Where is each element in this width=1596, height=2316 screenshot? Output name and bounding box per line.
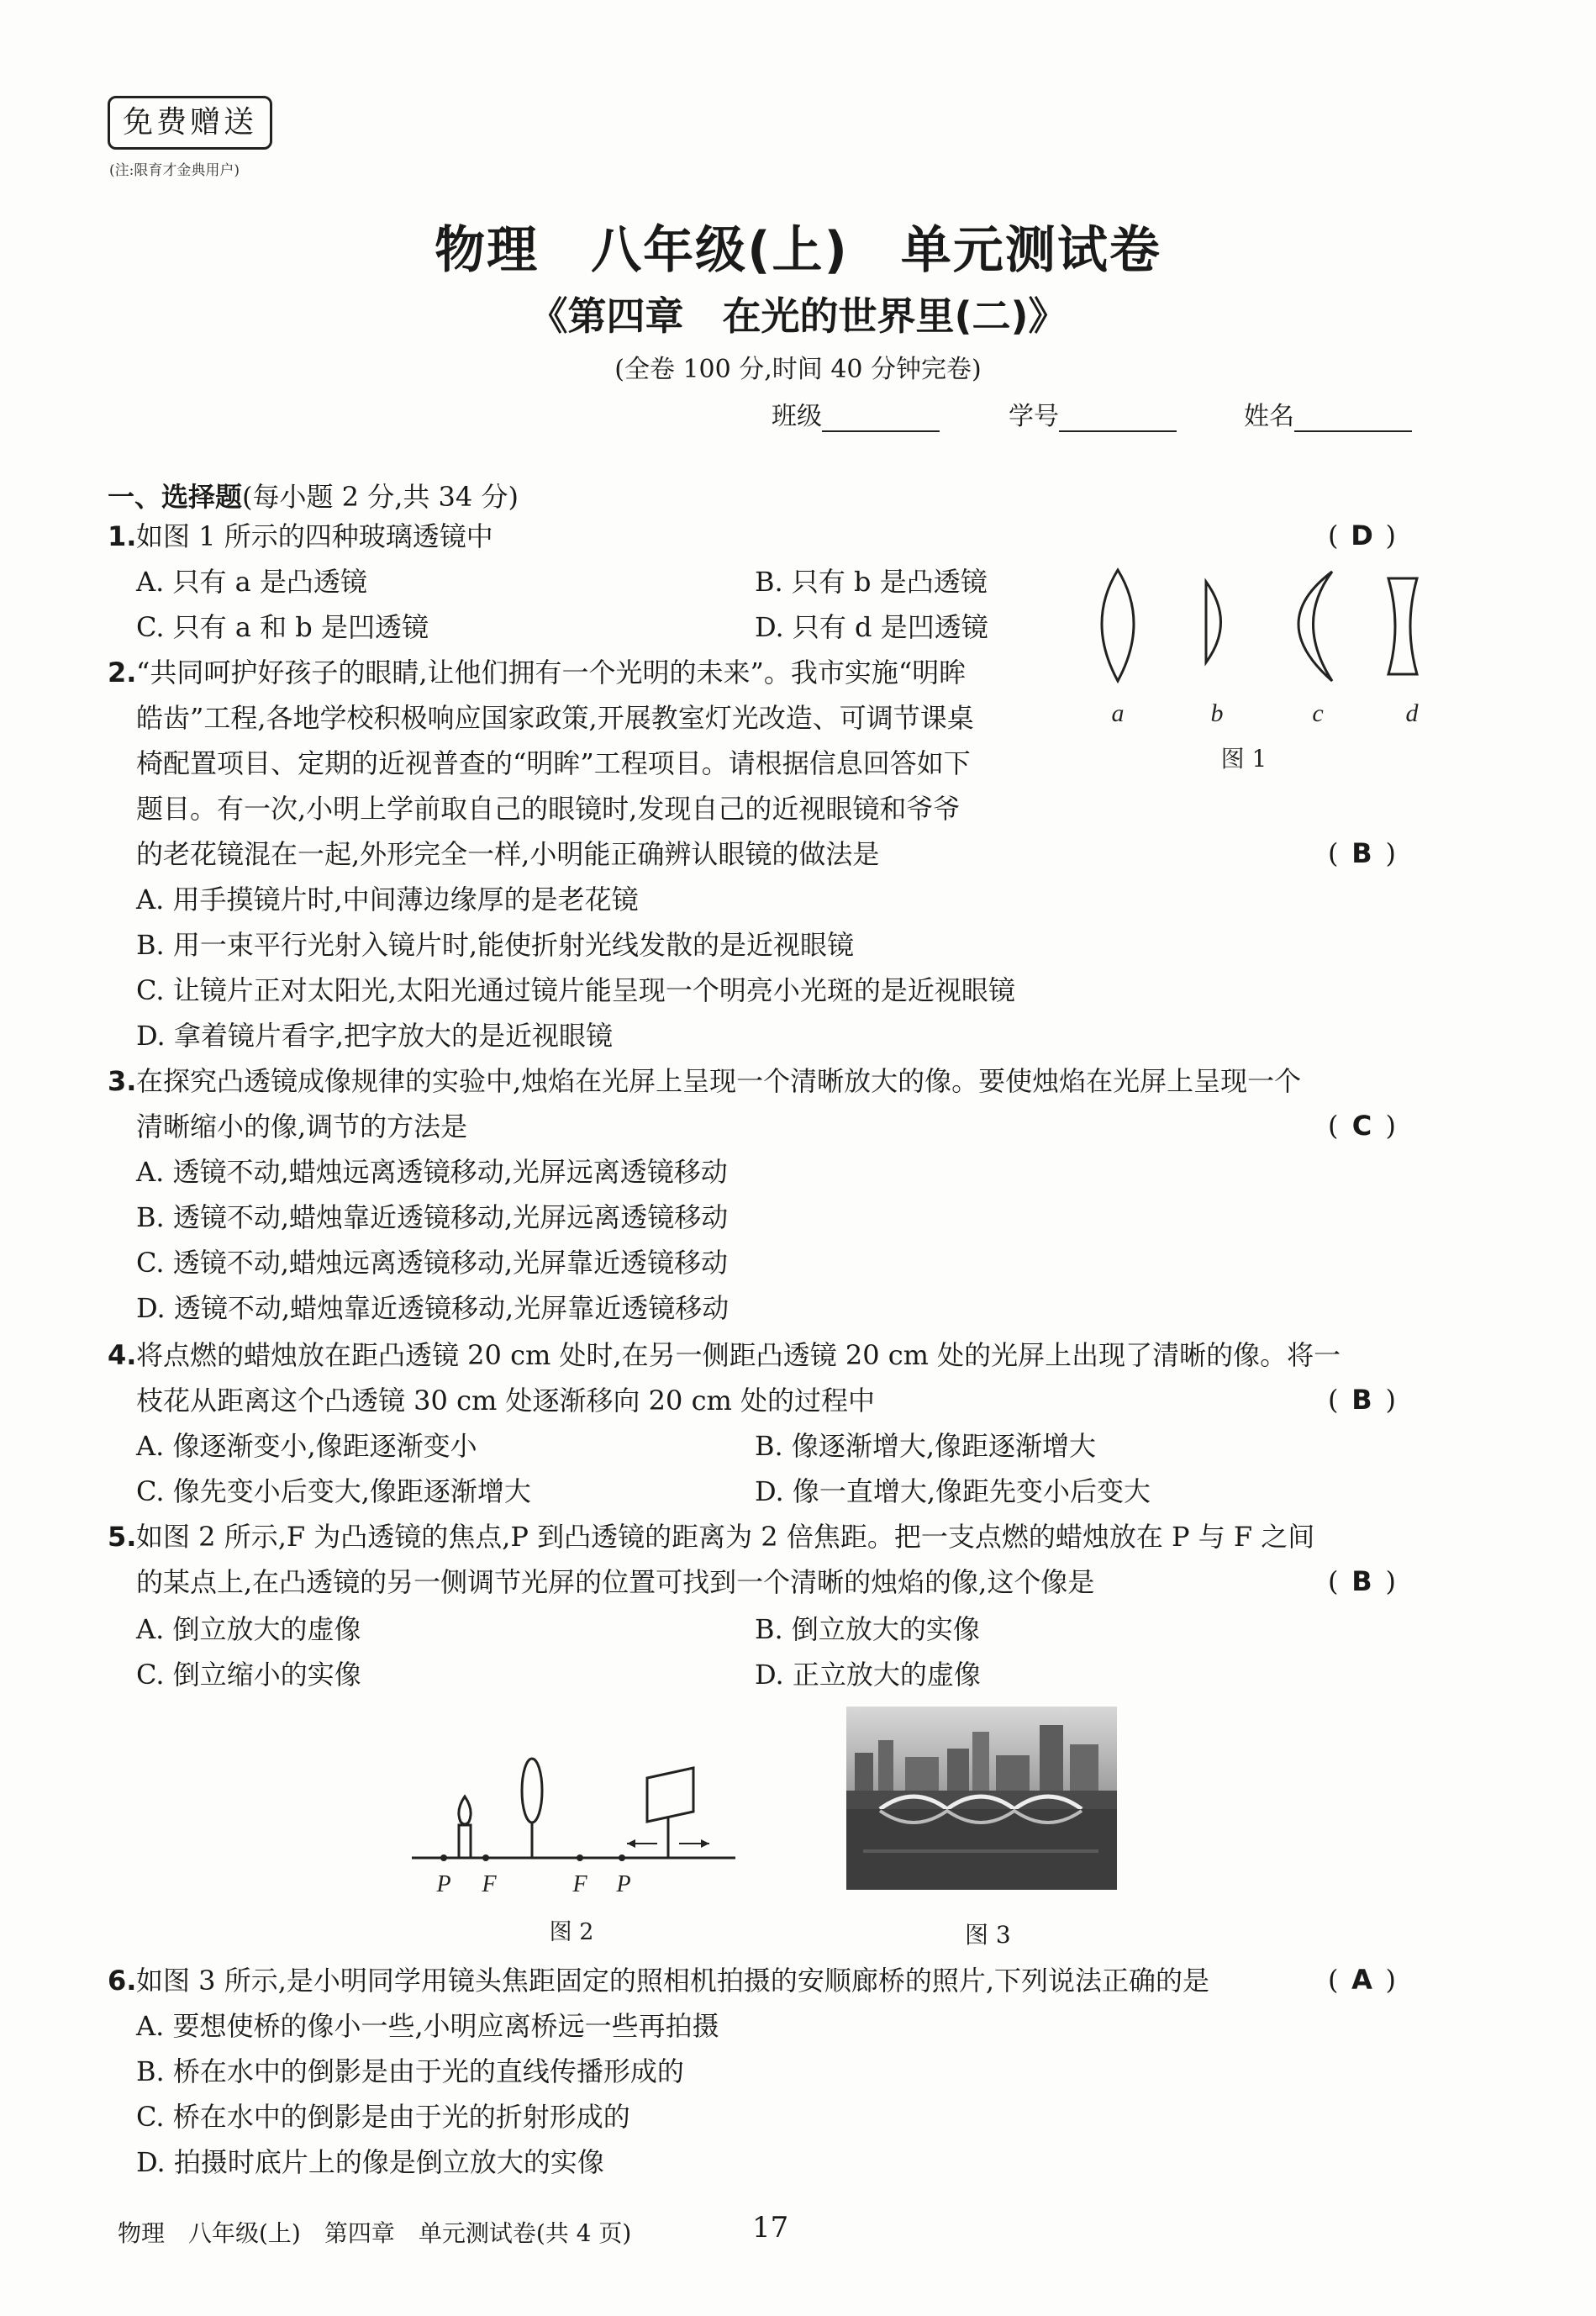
id-field bbox=[1009, 395, 1177, 432]
answer-box: ( C ) bbox=[1328, 1110, 1396, 1142]
label-p: P bbox=[616, 1871, 631, 1897]
option: D. 只有 d 是凹透镜 bbox=[755, 611, 988, 643]
figure-1-caption: 图 1 bbox=[1220, 745, 1267, 773]
point-f-right bbox=[577, 1854, 583, 1861]
option: C. 透镜不动,蜡烛远离透镜移动,光屏靠近透镜移动 bbox=[136, 1247, 729, 1279]
label-c: c bbox=[1312, 699, 1324, 727]
answer: B bbox=[1351, 1565, 1372, 1597]
candle-flame bbox=[459, 1796, 471, 1824]
arrow-left-head bbox=[627, 1839, 635, 1848]
option: B. 透镜不动,蜡烛靠近透镜移动,光屏远离透镜移动 bbox=[136, 1201, 729, 1233]
point-p-right bbox=[619, 1854, 625, 1861]
question-number: 3. bbox=[108, 1065, 137, 1097]
question-text: 的某点上,在凸透镜的另一侧调节光屏的位置可找到一个清晰的烛焰的像,这个像是 bbox=[136, 1566, 1095, 1598]
candle-body bbox=[459, 1825, 471, 1858]
convex-lens bbox=[522, 1759, 542, 1823]
question-text: 皓齿”工程,各地学校积极响应国家政策,开展教室灯光改造、可调节课桌 bbox=[136, 702, 974, 734]
label-d: d bbox=[1405, 699, 1419, 727]
section-title: 一、选择题 bbox=[108, 481, 243, 513]
class-label: 班级 bbox=[772, 402, 822, 431]
option: A. 像逐渐变小,像距逐渐变小 bbox=[136, 1430, 477, 1462]
question-text: “共同呵护好孩子的眼睛,让他们拥有一个光明的未来”。我市实施“明眸 bbox=[136, 657, 967, 688]
option: B. 像逐渐增大,像距逐渐增大 bbox=[755, 1430, 1097, 1462]
id-blank[interactable] bbox=[1059, 405, 1177, 432]
page-number: 17 bbox=[752, 2211, 789, 2245]
lens-b bbox=[1206, 582, 1221, 662]
answer-box: ( B ) bbox=[1328, 1384, 1396, 1416]
question-number: 5. bbox=[108, 1521, 137, 1553]
page-title: 物理 八年级(上) 单元测试卷 bbox=[435, 221, 1161, 280]
arrow-right-head bbox=[701, 1839, 709, 1848]
option: A. 透镜不动,蜡烛远离透镜移动,光屏远离透镜移动 bbox=[136, 1156, 728, 1188]
question-text: 在探究凸透镜成像规律的实验中,烛焰在光屏上呈现一个清晰放大的像。要使烛焰在光屏上呈现一个 bbox=[136, 1065, 1302, 1097]
label-f: F bbox=[572, 1871, 587, 1897]
figure-1-lenses bbox=[1093, 563, 1446, 790]
user-note: (注:限育才金典用户) bbox=[109, 162, 240, 179]
question-number: 2. bbox=[108, 657, 137, 688]
figure-2-optical-bench bbox=[412, 1753, 748, 1946]
answer-box: ( D ) bbox=[1328, 520, 1396, 551]
class-field bbox=[772, 395, 940, 432]
label-b: b bbox=[1210, 699, 1224, 727]
option: D. 拍摄时底片上的像是倒立放大的实像 bbox=[136, 2146, 604, 2178]
option: A. 用手摸镜片时,中间薄边缘厚的是老花镜 bbox=[136, 884, 639, 915]
footer-text: 物理 八年级(上) 第四章 单元测试卷(共 4 页) bbox=[118, 2219, 632, 2247]
bridge-photo-image bbox=[846, 1707, 1117, 1890]
gift-badge: 免费赠送 bbox=[108, 96, 272, 150]
question-text: 枝花从距离这个凸透镜 30 cm 处逐渐移向 20 cm 处的过程中 bbox=[136, 1385, 876, 1417]
answer: B bbox=[1351, 1384, 1372, 1416]
question-text: 椅配置项目、定期的近视普查的“明眸”工程项目。请根据信息回答如下 bbox=[136, 747, 971, 779]
section-note: (每小题 2 分,共 34 分) bbox=[242, 481, 519, 513]
option: D. 透镜不动,蜡烛靠近透镜移动,光屏靠近透镜移动 bbox=[136, 1292, 730, 1324]
option: B. 用一束平行光射入镜片时,能使折射光线发散的是近视眼镜 bbox=[136, 929, 855, 961]
label-a: a bbox=[1111, 699, 1125, 727]
label-p: P bbox=[436, 1871, 451, 1897]
light-screen bbox=[647, 1768, 693, 1822]
answer: C bbox=[1351, 1110, 1372, 1142]
question-text: 的老花镜混在一起,外形完全一样,小明能正确辨认眼镜的做法是 bbox=[136, 838, 880, 870]
option: C. 让镜片正对太阳光,太阳光通过镜片能呈现一个明亮小光斑的是近视眼镜 bbox=[136, 974, 1015, 1006]
question-number: 4. bbox=[108, 1339, 137, 1371]
name-field bbox=[1244, 395, 1412, 432]
lens-a bbox=[1102, 570, 1134, 681]
answer: D bbox=[1351, 520, 1373, 551]
question-number: 6. bbox=[108, 1965, 137, 1997]
lens-d bbox=[1388, 578, 1417, 674]
option: A. 只有 a 是凸透镜 bbox=[136, 566, 367, 598]
point-p-left bbox=[440, 1854, 447, 1861]
question-text: 如图 1 所示的四种玻璃透镜中 bbox=[136, 520, 493, 552]
figure-3-caption: 图 3 bbox=[965, 1921, 1011, 1949]
id-label: 学号 bbox=[1009, 402, 1059, 431]
answer: B bbox=[1351, 837, 1372, 869]
option: C. 像先变小后变大,像距逐渐增大 bbox=[136, 1475, 531, 1507]
question-text: 题目。有一次,小明上学前取自己的眼镜时,发现自己的近视眼镜和爷爷 bbox=[136, 793, 961, 825]
label-f: F bbox=[482, 1871, 497, 1897]
answer-box: ( B ) bbox=[1328, 1565, 1396, 1597]
point-f-left bbox=[482, 1854, 489, 1861]
figure-3-bridge-photo bbox=[846, 1707, 1117, 1890]
name-blank[interactable] bbox=[1294, 405, 1412, 432]
option: A. 要想使桥的像小一些,小明应离桥远一些再拍摄 bbox=[136, 2010, 719, 2042]
question-text: 如图 3 所示,是小明同学用镜头焦距固定的照相机拍摄的安顺廊桥的照片,下列说法正确的是 bbox=[136, 1965, 1210, 1997]
answer-box: ( B ) bbox=[1328, 837, 1396, 869]
option: C. 倒立缩小的实像 bbox=[136, 1659, 361, 1691]
option: A. 倒立放大的虚像 bbox=[136, 1613, 361, 1645]
answer-box: ( A ) bbox=[1328, 1964, 1396, 1996]
question-text: 清晰缩小的像,调节的方法是 bbox=[136, 1111, 468, 1142]
question-number: 1. bbox=[108, 520, 137, 552]
lens-c bbox=[1298, 572, 1332, 681]
option: B. 倒立放大的实像 bbox=[755, 1613, 980, 1645]
answer: A bbox=[1351, 1964, 1372, 1996]
option: D. 拿着镜片看字,把字放大的是近视眼镜 bbox=[136, 1020, 614, 1052]
option: C. 桥在水中的倒影是由于光的折射形成的 bbox=[136, 2101, 630, 2133]
option: B. 只有 b 是凸透镜 bbox=[755, 566, 988, 598]
question-text: 如图 2 所示,F 为凸透镜的焦点,P 到凸透镜的距离为 2 倍焦距。把一支点燃的蜡烛放在 P 与 F 之间 bbox=[136, 1521, 1315, 1553]
class-blank[interactable] bbox=[822, 405, 940, 432]
option: D. 像一直增大,像距先变小后变大 bbox=[755, 1475, 1151, 1507]
exam-note: (全卷 100 分,时间 40 分钟完卷) bbox=[614, 355, 982, 384]
option: D. 正立放大的虚像 bbox=[755, 1659, 981, 1691]
question-text: 将点燃的蜡烛放在距凸透镜 20 cm 处时,在另一侧距凸透镜 20 cm 处的光屏上出现了清晰的像。将一 bbox=[136, 1339, 1341, 1371]
name-label: 姓名 bbox=[1244, 402, 1294, 431]
option: B. 桥在水中的倒影是由于光的直线传播形成的 bbox=[136, 2055, 684, 2087]
figure-2-caption: 图 2 bbox=[549, 1919, 594, 1945]
chapter-subtitle: 《第四章 在光的世界里(二)》 bbox=[529, 293, 1067, 339]
section-heading bbox=[108, 476, 519, 514]
option: C. 只有 a 和 b 是凹透镜 bbox=[136, 611, 429, 643]
